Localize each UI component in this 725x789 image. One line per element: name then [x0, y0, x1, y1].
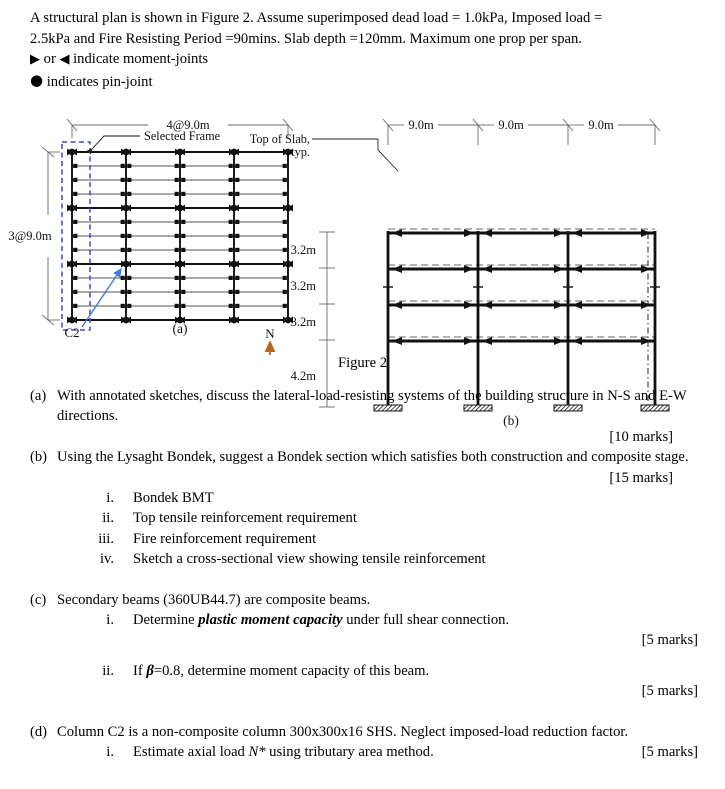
question-c	[0, 590, 725, 610]
subitem-marks: [5 marks]	[641, 744, 698, 761]
question-a	[0, 386, 725, 447]
question-c-text: Secondary beams (360UB44.7) are composite beams.	[57, 591, 371, 608]
subitem-text-post: using tributary area method.	[265, 744, 434, 761]
selected-frame-leader	[92, 136, 140, 149]
top-of-slab-label-line1: Top of Slab,	[249, 132, 310, 146]
storey-height-label-1: 3.2m	[290, 243, 316, 257]
question-d-label: (d)	[30, 723, 48, 740]
plan-top-dimension-label: 4@9.0m	[166, 118, 210, 132]
subitem-number: i.	[106, 744, 114, 761]
figure-caption: Figure 2	[337, 355, 388, 371]
subitem-text-pre: Estimate axial load	[133, 744, 249, 761]
plan-left-dimension-label: 3@9.0m	[8, 229, 52, 243]
subitem-text: Top tensile reinforcement requirement	[133, 510, 357, 527]
question-d-subitems	[0, 742, 725, 762]
question-d	[0, 722, 725, 742]
questions-body	[0, 386, 725, 763]
subitem-number: ii.	[102, 510, 114, 527]
question-a-marks: [10 marks]	[609, 428, 673, 445]
question-b	[0, 447, 725, 488]
storey-height-label-3: 3.2m	[290, 315, 316, 329]
intro-line-1: A structural plan is shown in Figure 2. Assume superimposed dead load = 1.0kPa, Imposed load =	[30, 10, 603, 26]
subitem-number: ii.	[102, 662, 114, 679]
question-c-subitems	[0, 610, 725, 702]
triangle-right-icon: ▶	[30, 52, 40, 67]
subitem-text-pre: If	[133, 662, 147, 679]
dot-icon: ●	[30, 70, 44, 89]
legend-pin-joint	[30, 71, 698, 93]
c2-callout-label: C2	[64, 326, 80, 340]
elevation-columns	[388, 231, 655, 405]
top-of-slab-leader	[312, 139, 398, 171]
legend-pin-text: indicates pin-joint	[43, 73, 153, 90]
elevation-view-group	[250, 118, 669, 428]
elevation-span-label-2: 9.0m	[498, 118, 524, 132]
list-item	[0, 508, 725, 528]
question-a-text: With annotated sketches, discuss the lateral-load-resisting systems of the building structure in N-S and E-W directions.	[57, 388, 687, 425]
legend-or-text: or	[40, 51, 60, 67]
triangle-left-icon: ◀	[59, 52, 70, 67]
question-d-text: Column C2 is a non-composite column 300x300x16 SHS. Neglect imposed-load reduction factor.	[57, 723, 629, 740]
question-b-label: (b)	[30, 449, 48, 466]
subitem-number: i.	[106, 612, 114, 629]
elevation-level-dimensions	[319, 232, 335, 407]
elevation-slab-lines	[388, 229, 655, 337]
subitem-text-pre: Determine	[133, 612, 199, 629]
subitem-text-post: =0.8, determine moment capacity of this beam.	[153, 662, 430, 679]
elevation-beams	[388, 233, 655, 341]
subitem-text: Bondek BMT	[133, 490, 214, 507]
list-item	[0, 488, 725, 508]
legend-moment-text: indicate moment-joints	[69, 51, 209, 67]
beta-symbol: β	[146, 662, 154, 679]
subitem-marks: [5 marks]	[641, 632, 698, 649]
top-of-slab-label-line2: typ.	[291, 145, 310, 159]
elevation-sublabel: (b)	[503, 413, 519, 428]
elevation-span-label-3: 9.0m	[588, 118, 614, 132]
axial-load-symbol: N*	[248, 744, 266, 761]
list-item	[0, 549, 725, 569]
storey-height-label-2: 3.2m	[290, 279, 316, 293]
storey-height-label-4: 4.2m	[290, 369, 316, 383]
question-b-marks: [15 marks]	[609, 469, 673, 486]
question-b-text: Using the Lysaght Bondek, suggest a Bondek section which satisfies both construction and composite stage.	[57, 449, 689, 466]
plan-view-group	[8, 118, 293, 355]
subitem-text-post: under full shear connection.	[342, 612, 510, 629]
subitem-number: iii.	[98, 530, 114, 547]
list-item	[0, 529, 725, 549]
subitem-number: iv.	[99, 551, 114, 568]
elevation-moment-joint-markers	[392, 229, 651, 345]
list-item	[0, 661, 725, 702]
north-label: N	[265, 326, 275, 341]
subitem-text: Fire reinforcement requirement	[133, 530, 317, 547]
plan-sublabel: (a)	[172, 321, 188, 336]
question-b-subitems	[0, 488, 725, 570]
subitem-number: i.	[106, 490, 114, 507]
legend-moment-joint	[30, 49, 698, 71]
subitem-emphasis: plastic moment capacity	[198, 612, 343, 629]
list-item	[0, 610, 725, 651]
subitem-marks: [5 marks]	[641, 683, 698, 700]
intro-line-2: 2.5kPa and Fire Resisting Period =90mins. Slab depth =120mm. Maximum one prop per span.	[30, 30, 582, 47]
subitem-text: Sketch a cross-sectional view showing tensile reinforcement	[133, 551, 486, 568]
selected-frame-label: Selected Frame	[144, 129, 221, 143]
intro-paragraph	[30, 8, 698, 92]
list-item	[0, 742, 725, 762]
elevation-span-label-1: 9.0m	[408, 118, 434, 132]
question-a-label: (a)	[30, 388, 47, 404]
question-c-label: (c)	[30, 591, 47, 608]
